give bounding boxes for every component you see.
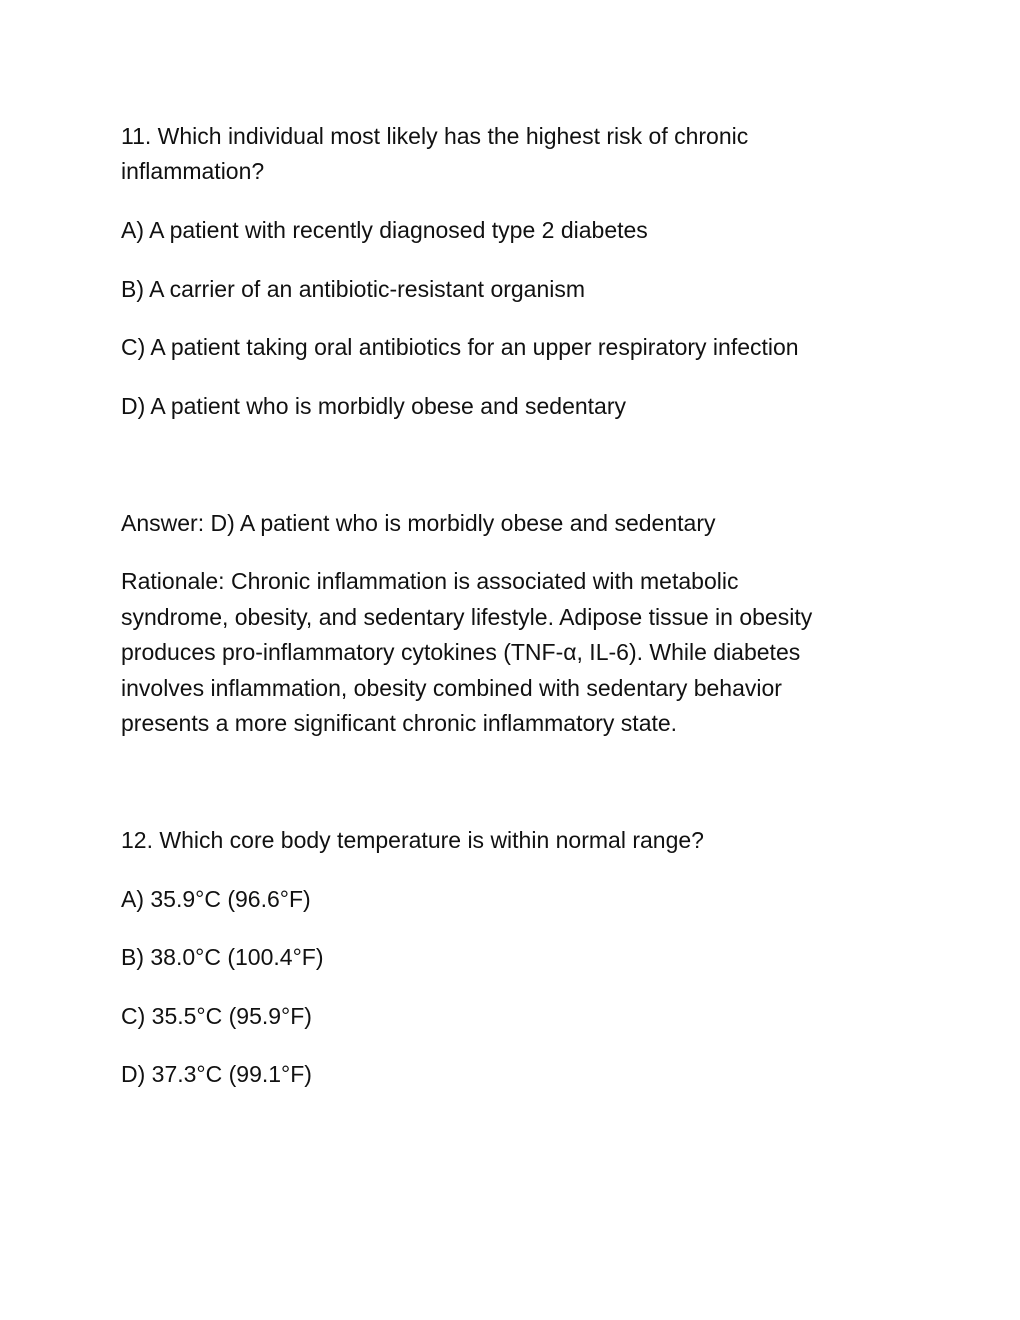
question-11-rationale-line-5: presents a more significant chronic inflammatory state. (121, 710, 678, 736)
question-11-rationale-line-2: syndrome, obesity, and sedentary lifestyle. Adipose tissue in obesity (121, 604, 813, 630)
question-11-answer: Answer: D) A patient who is morbidly obese and sedentary (121, 510, 716, 536)
question-12-stem: 12. Which core body temperature is within normal range? (121, 827, 704, 853)
question-11-option-d: D) A patient who is morbidly obese and sedentary (121, 393, 627, 419)
question-11-stem-line-1: 11. Which individual most likely has the highest risk of chronic (121, 123, 749, 149)
question-12-option-a: A) 35.9°C (96.6°F) (121, 886, 311, 912)
question-11-option-b: B) A carrier of an antibiotic-resistant organism (121, 276, 586, 302)
question-11-rationale-line-1: Rationale: Chronic inflammation is associated with metabolic (121, 568, 739, 594)
question-12-option-b: B) 38.0°C (100.4°F) (121, 944, 324, 970)
question-12-option-d: D) 37.3°C (99.1°F) (121, 1061, 312, 1087)
question-11-option-c: C) A patient taking oral antibiotics for an upper respiratory infection (121, 334, 799, 360)
question-11-option-a: A) A patient with recently diagnosed type 2 diabetes (121, 217, 648, 243)
question-11-rationale-line-3: produces pro-inflammatory cytokines (TNF-α, IL-6). While diabetes (121, 639, 801, 665)
question-11-stem-line-2: inflammation? (121, 158, 265, 184)
question-12-option-c: C) 35.5°C (95.9°F) (121, 1003, 312, 1029)
question-11-rationale-line-4: involves inflammation, obesity combined with sedentary behavior (121, 675, 782, 701)
